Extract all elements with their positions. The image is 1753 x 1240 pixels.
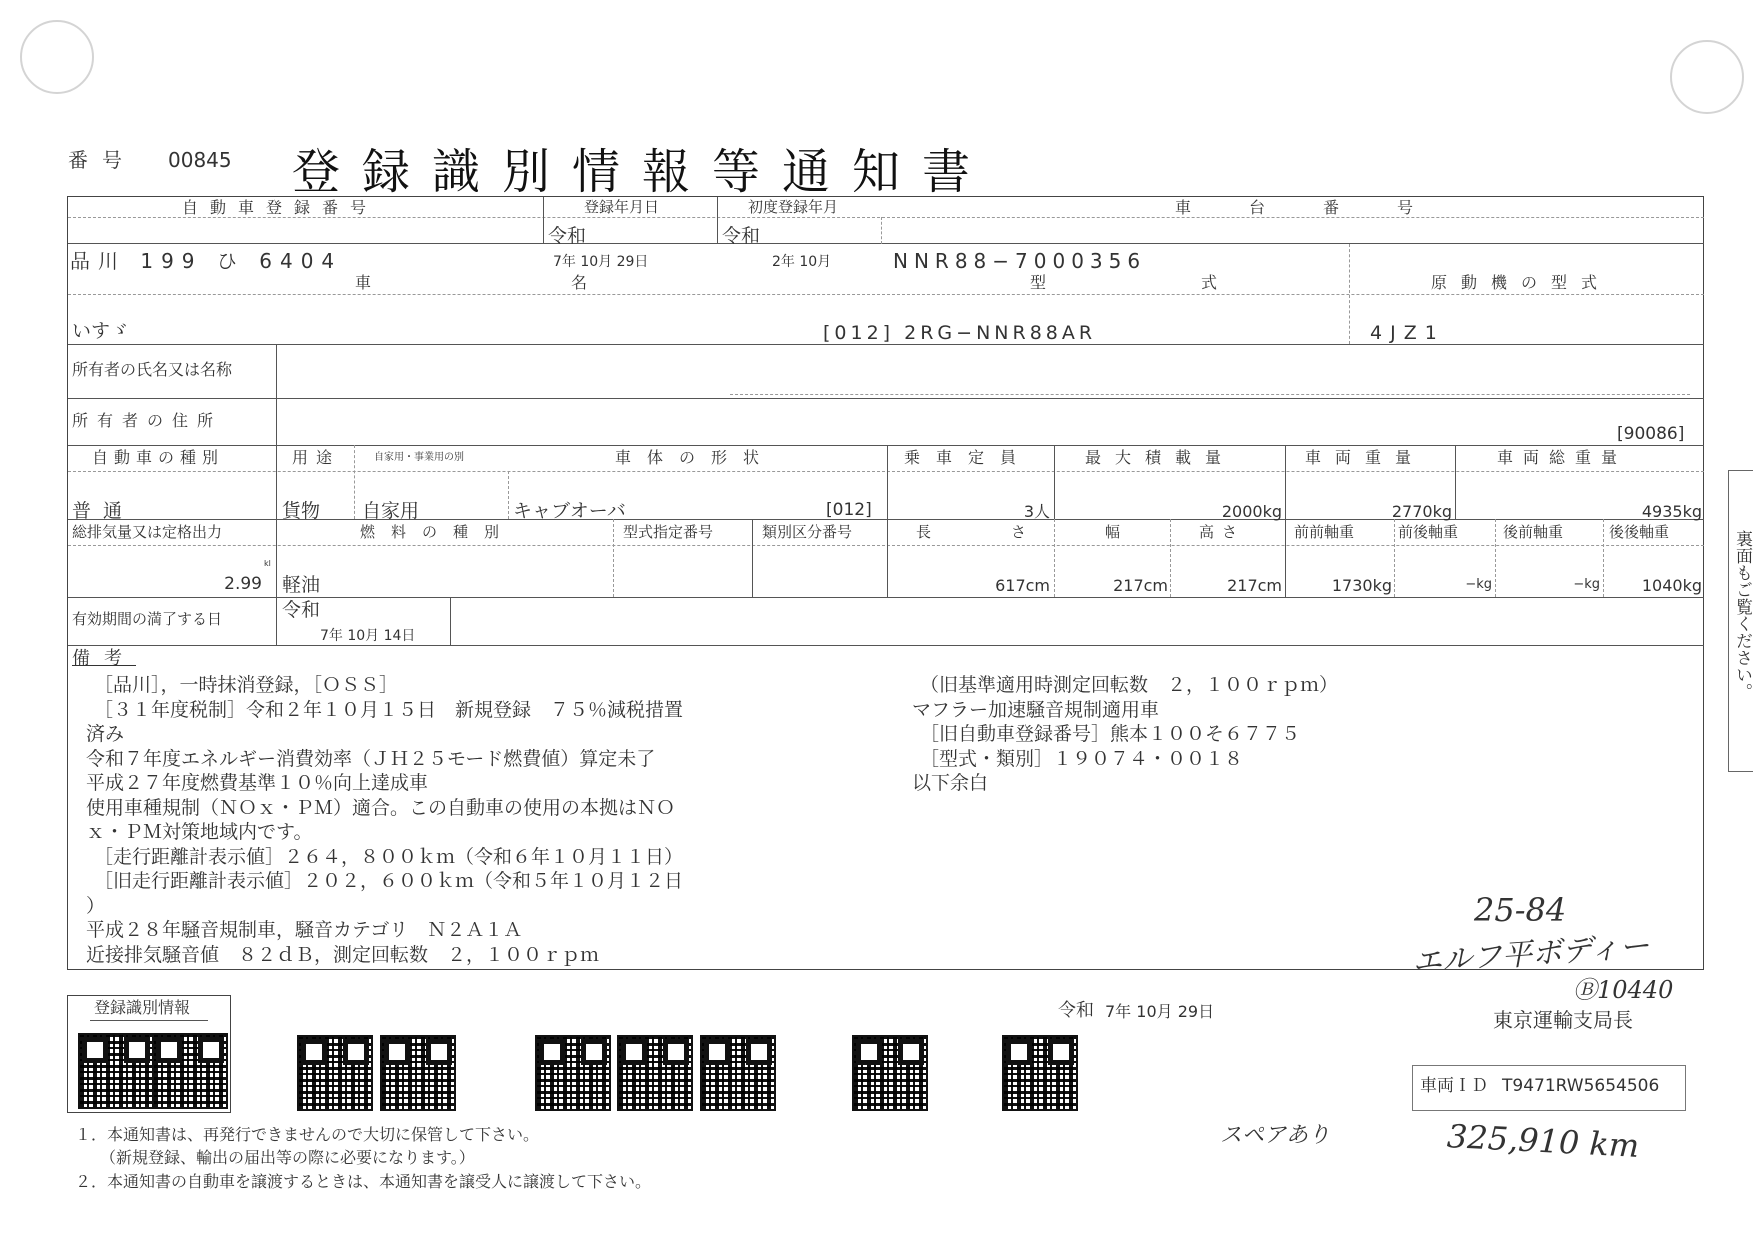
name-label: 車名 (355, 273, 788, 292)
qr-code (297, 1035, 373, 1111)
remark-line: 平成２７年度燃費基準１０％向上達成車 (86, 772, 429, 794)
remark-line: マフラー加速騒音規制適用車 (912, 698, 1160, 721)
handwritten-spare: スペアあり (1220, 1123, 1331, 1148)
note-2: ２．本通知書の自動車を譲渡するときは、本通知書を譲受人に譲渡して下さい。 (75, 1172, 652, 1191)
first-reg-label: 初度登録年月 (748, 198, 839, 216)
remark-line: 近接排気騒音値 ８２ｄＢ，測定回転数 ２，１００ｒｐｍ (86, 943, 600, 966)
ff-axle-value: 1730kg (1331, 576, 1392, 595)
remark-line: 使用車種規制（ＮＯｘ・ＰＭ）適合。この自動車の使用の本拠はＮＯ (86, 796, 676, 819)
width-label: 幅 (1105, 523, 1121, 541)
owner-code: [90086] (1617, 424, 1685, 444)
reg-date-value: 7年 10月 29日 (553, 254, 649, 270)
max-load-value: 2000kg (1221, 502, 1282, 521)
class-label: 類別区分番号 (762, 523, 853, 541)
qr-code (852, 1035, 928, 1111)
expiry-era: 令和 (282, 599, 321, 621)
capacity-label: 乗車定員 (904, 448, 1033, 467)
chassis-label: 車台番号 (1175, 198, 1472, 217)
remark-line: ｘ・ＰＭ対策地域内です。 (86, 821, 313, 843)
body-label: 車体の形状 (615, 448, 776, 467)
expiry-label: 有効期間の満了する日 (72, 610, 223, 628)
handwritten-code: 25-84 (1474, 891, 1567, 929)
weight-value: 2770kg (1391, 502, 1452, 521)
qr-code (700, 1035, 776, 1111)
remark-line: 以下余白 (912, 772, 989, 794)
remark-line: ［旧自動車登録番号］熊本１００そ６７７５ (920, 723, 1301, 745)
remark-line: ［旧走行距離計表示値］２０２，６００ｋｍ（令和５年１０月１２日 (94, 870, 684, 892)
engine-label: 原動機の型式 (1431, 273, 1612, 292)
fuel-value: 軽油 (282, 574, 321, 596)
qr-code (152, 1033, 228, 1109)
type-label: 自動車の種別 (92, 448, 225, 467)
first-reg-value: 2年 10月 (772, 254, 832, 270)
rf-axle-label: 後前軸重 (1503, 523, 1564, 541)
reg-number-value: 品川 199 ひ 6404 (70, 249, 343, 273)
vehicle-id-value: T9471RW5654506 (1502, 1076, 1660, 1096)
max-load-label: 最大積載量 (1085, 448, 1236, 467)
weight-label: 車両重量 (1305, 448, 1426, 467)
qr-label: 登録識別情報 (94, 998, 191, 1017)
vehicle-id-label: 車両ＩＤ (1420, 1076, 1488, 1096)
displacement-value: 2.99 (224, 574, 262, 594)
handwritten-mark: Ⓑ10440 (1573, 976, 1674, 1004)
issue-date-value: 7年 10月 29日 (1105, 1002, 1215, 1021)
first-reg-era: 令和 (722, 225, 761, 247)
remark-line: 平成２８年騒音規制車，騒音カテゴリ Ｎ２Ａ１Ａ (86, 919, 523, 941)
reg-date-label: 登録年月日 (584, 198, 660, 216)
displacement-label: 総排気量又は定格出力 (72, 523, 223, 541)
model-spec-label: 型式指定番号 (623, 523, 714, 541)
remark-line: 令和７年度エネルギー消費効率（ＪＨ２５モード燃費値）算定未了 (86, 747, 656, 770)
reg-number-label: 自動車登録番号 (182, 198, 379, 217)
qr-code (535, 1035, 611, 1111)
number-value: 00845 (168, 148, 232, 172)
qr-code (617, 1035, 693, 1111)
remarks-left (86, 673, 886, 967)
use-sub-value: 自家用 (362, 500, 420, 522)
height-label: 高さ (1199, 523, 1246, 541)
use-value: 貨物 (282, 500, 321, 522)
reg-date-era: 令和 (548, 225, 587, 247)
length-label: 長さ (916, 523, 1107, 541)
model-label: 型式 (1030, 273, 1373, 292)
ff-axle-label: 前前軸重 (1294, 523, 1355, 541)
width-value: 217cm (1113, 576, 1168, 595)
number-label: 番号 (68, 148, 136, 172)
issue-date-era: 令和 (1058, 1000, 1094, 1021)
authority: 東京運輸支局長 (1493, 1008, 1633, 1032)
displacement-unit: kl (264, 559, 271, 568)
total-weight-value: 4935kg (1641, 502, 1702, 521)
rf-axle-value: −kg (1573, 577, 1600, 592)
qr-code (1002, 1035, 1078, 1111)
rr-axle-value: 1040kg (1641, 576, 1702, 595)
body-value: キャブオーバ (513, 500, 626, 522)
corner-ornament-left (20, 20, 94, 94)
owner-address-label: 所有者の住所 (72, 411, 223, 430)
rr-axle-label: 後後軸重 (1609, 523, 1670, 541)
qr-code (78, 1033, 154, 1109)
name-value: いすゞ (72, 320, 130, 342)
corner-ornament-right (1670, 40, 1744, 114)
capacity-value: 3人 (1023, 502, 1050, 521)
chassis-value: NNR88−7000356 (893, 249, 1147, 273)
height-value: 217cm (1227, 576, 1282, 595)
length-value: 617cm (995, 576, 1050, 595)
use-sub-label: 自家用・事業用の別 (374, 452, 464, 463)
fr-axle-label: 前後軸重 (1398, 523, 1459, 541)
remark-line: ） (86, 894, 106, 917)
note-1b: （新規登録、輸出の届出等の際に必要になります。） (100, 1148, 475, 1167)
remark-line: 済み (86, 723, 125, 745)
remark-line: ［走行距離計表示値］２６４，８００ｋｍ（令和６年１０月１１日） (94, 845, 684, 868)
expiry-value: 7年 10月 14日 (320, 628, 416, 644)
handwritten-mileage: 325,910 km (1446, 1116, 1641, 1166)
use-label: 用途 (292, 448, 341, 467)
type-value: 普通 (72, 500, 135, 522)
remark-line: （旧基準適用時測定回転数 ２，１００ｒｐｍ） (920, 674, 1339, 696)
remark-line: ［型式・類別］１９０７４・００１８ (920, 747, 1244, 770)
model-value: [012] 2RG−NNR88AR (823, 322, 1097, 344)
remark-line: ［品川］，一時抹消登録，［ＯＳＳ］ (94, 674, 399, 696)
fuel-label: 燃料の種別 (360, 523, 516, 541)
owner-name-label: 所有者の氏名又は名称 (72, 360, 233, 379)
qr-code (380, 1035, 456, 1111)
remarks-label: 備考 (72, 648, 136, 669)
page-title: 登録識別情報等通知書 (292, 144, 993, 200)
engine-value: 4JZ1 (1370, 322, 1445, 344)
side-note: 裏面もご覧ください。 (1732, 530, 1752, 700)
fr-axle-value: −kg (1465, 577, 1492, 592)
body-code: [012] (826, 500, 872, 520)
total-weight-label: 車両総重量 (1497, 448, 1628, 467)
note-1: １．本通知書は、再発行できませんので大切に保管して下さい。 (75, 1125, 540, 1144)
handwritten-name: エルフ平ボディー (1411, 928, 1651, 981)
remarks-right (912, 673, 1612, 796)
remark-line: ［３１年度税制］令和２年１０月１５日 新規登録 ７５％減税措置 (94, 698, 684, 721)
